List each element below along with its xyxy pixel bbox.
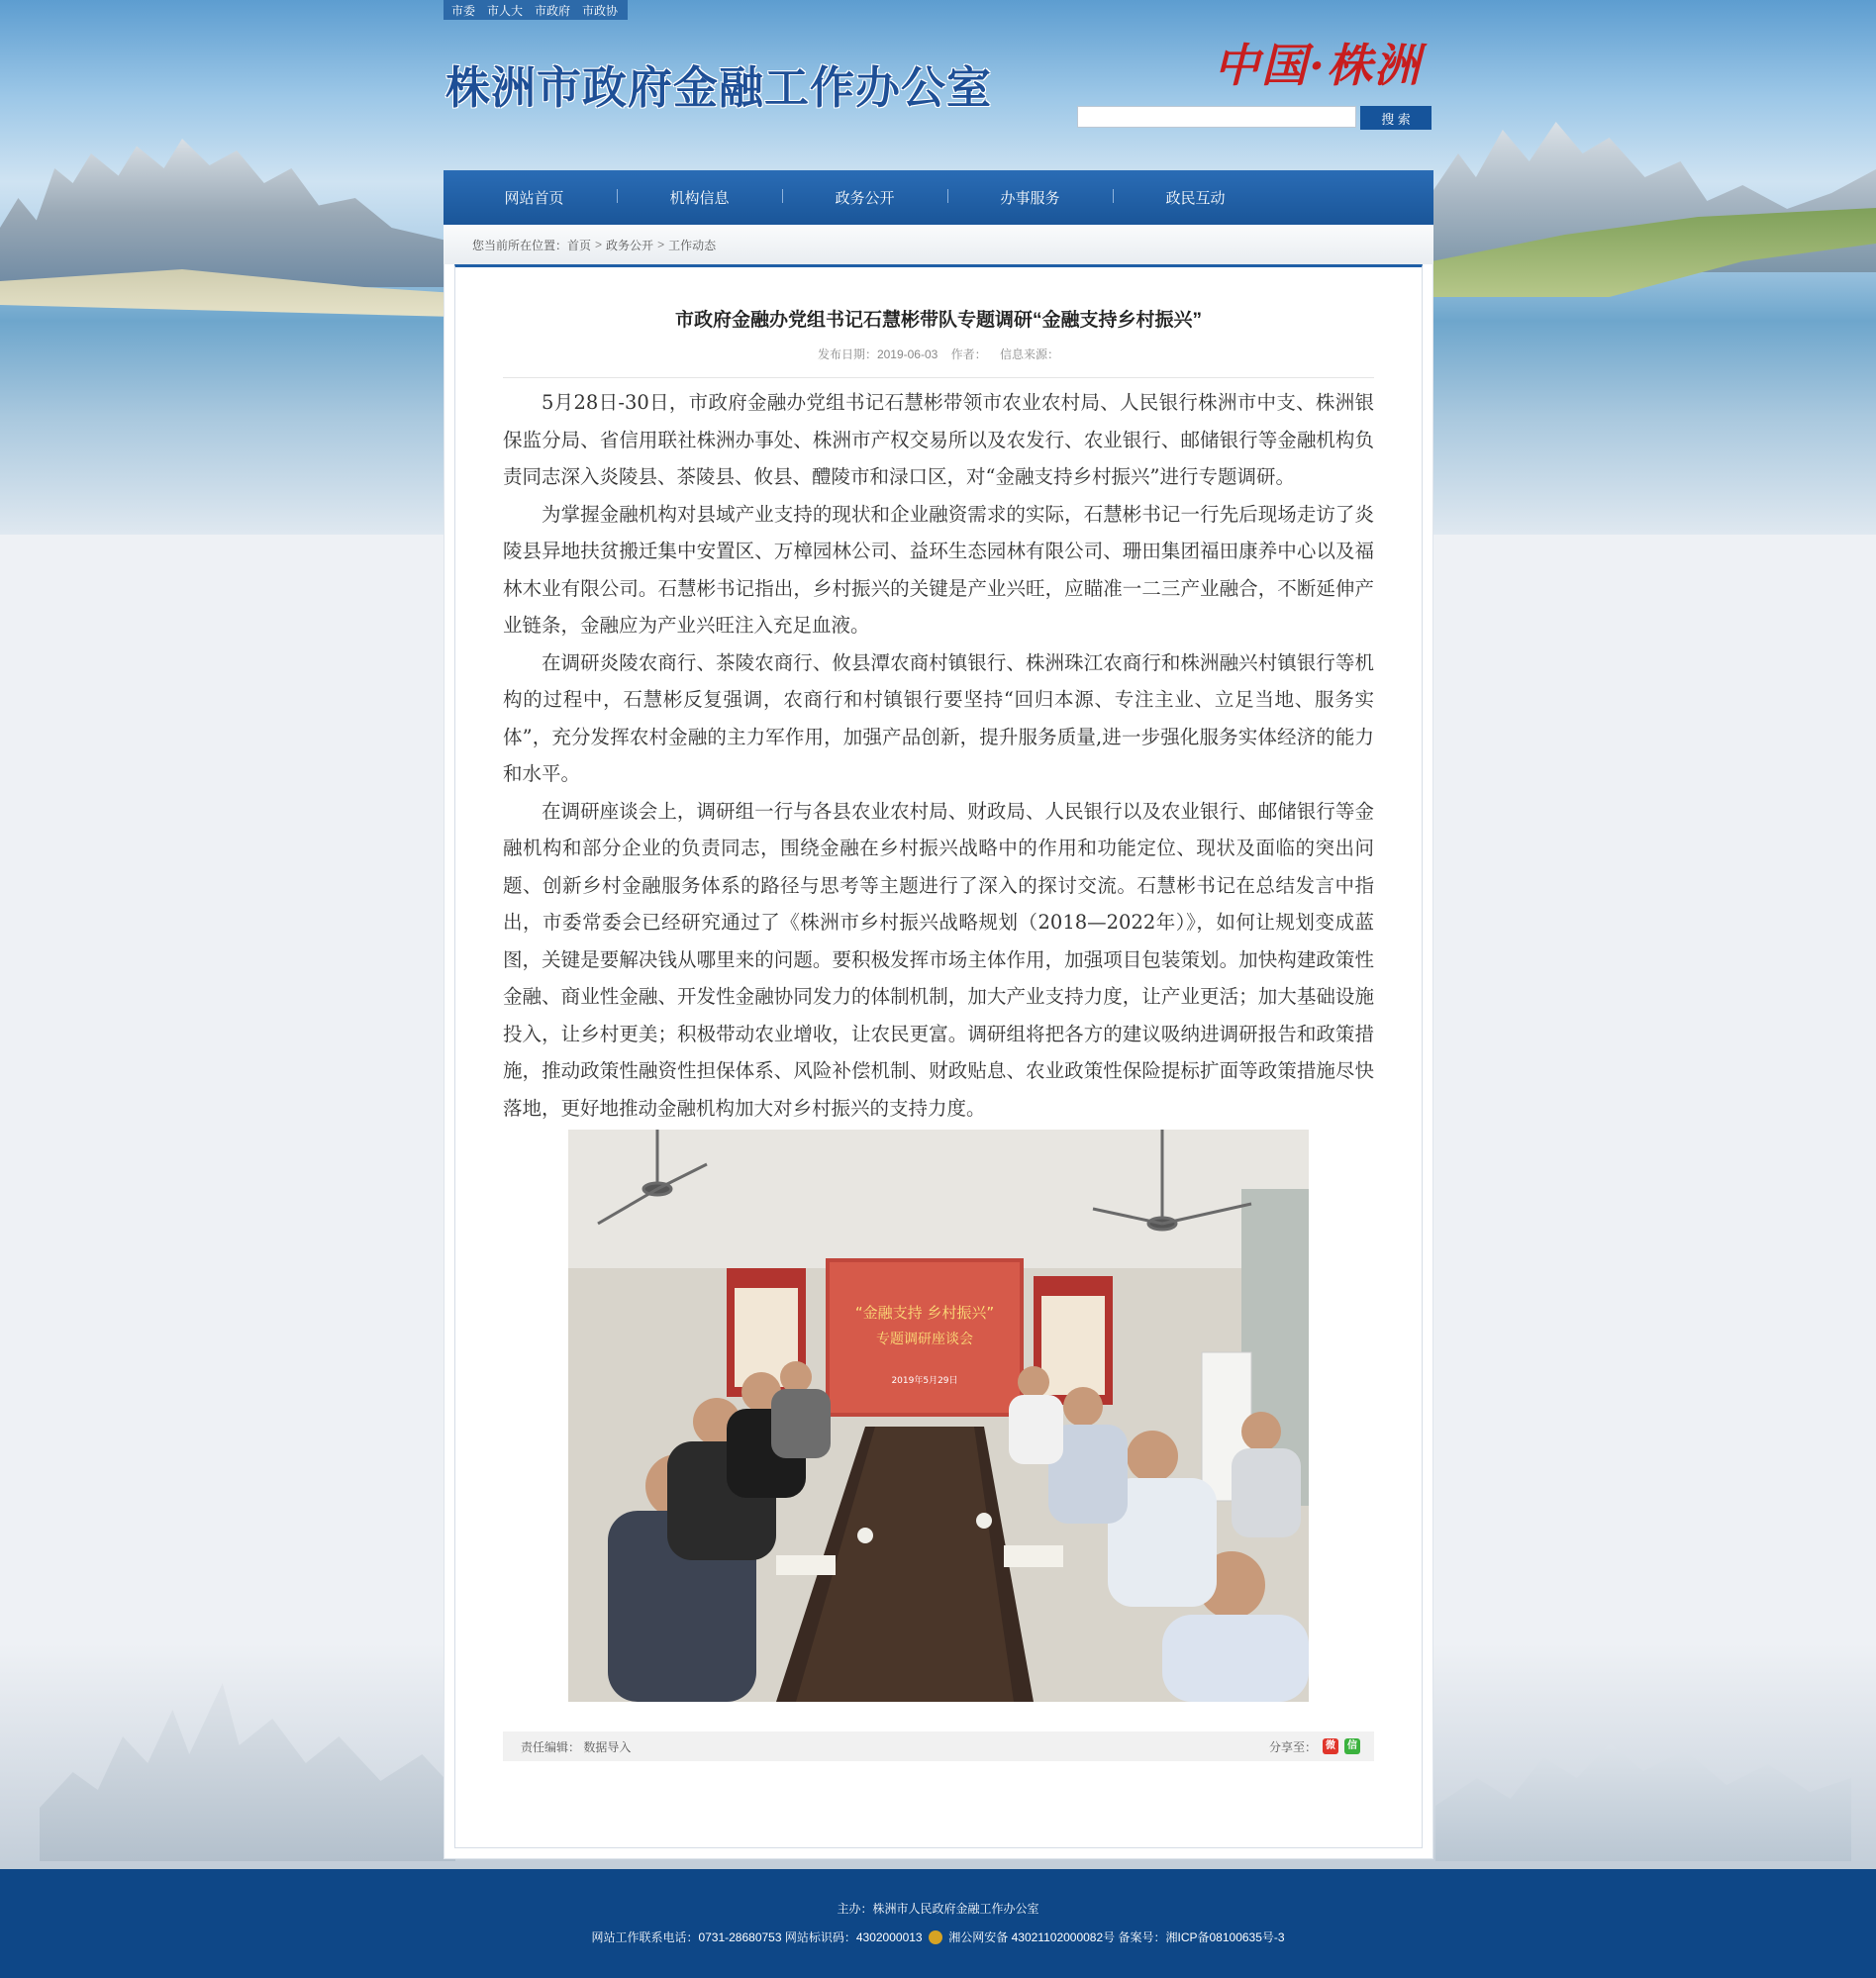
breadcrumb-home[interactable]: 首页 xyxy=(567,238,592,252)
search-input[interactable] xyxy=(1077,106,1356,128)
content-panel xyxy=(444,264,1433,1859)
search-button[interactable]: 搜 索 xyxy=(1360,106,1432,130)
breadcrumb-separator: > xyxy=(657,238,665,251)
footer-contact-line xyxy=(0,1929,1876,1945)
article-meta xyxy=(503,346,1374,378)
screen-date: 2019年5月29日 xyxy=(891,1376,958,1386)
top-link-party-committee[interactable]: 市委 xyxy=(451,3,476,18)
article-paragraph: 5月28日-30日，市政府金融办党组书记石慧彬带领市农业农村局、人民银行株洲市中支、株洲银保监分局、省信用联社株洲办事处、株洲市产权交易所以及农发行、农业银行、邮储银行等金融机构负责同志深入炎陵县、茶陵县、攸县、醴陵市和渌口区，对“金融支持乡村振兴”进行专题调研。 xyxy=(503,391,1374,488)
article-paragraph: 为掌握金融机构对县域产业支持的现状和企业融资需求的实际，石慧彬书记一行先后现场走访了炎陵县异地扶贫搬迁集中安置区、万樟园林公司、益环生态园林有限公司、珊田集团福田康养中心以及福林木业有限公司。石慧彬书记指出，乡村振兴的关键是产业兴旺，应瞄准一二三产业融合，不断延伸产业链条，金融应为产业兴旺注入充足血液。 xyxy=(503,502,1374,637)
article-title: 市政府金融办党组书记石慧彬带队专题调研“金融支持乡村振兴” xyxy=(674,310,1202,331)
responsible-editor: 责任编辑： 数据导入 xyxy=(521,1739,632,1754)
breadcrumb-work-news[interactable]: 工作动态 xyxy=(668,238,717,252)
brand-calligraphy-logo: 中国·株洲 xyxy=(1214,39,1423,92)
breadcrumb xyxy=(444,225,1433,264)
top-site-links xyxy=(444,0,628,20)
breadcrumb-government-affairs[interactable]: 政务公开 xyxy=(606,238,654,252)
article-paragraph: 在调研炎陵农商行、茶陵农商行、攸县潭农商村镇银行、株洲珠江农商行和株洲融兴村镇银行等机构的过程中，石慧彬反复强调，农商行和村镇银行要坚持“回归本源、专注主业、立足当地、服务实体”，充分发挥农村金融的主力军作用，加强产品创新，提升服务质量,进一步强化服务实体经济的能力和水平。 xyxy=(503,650,1374,785)
footer-contact: 网站工作联系电话：0731-28680753 网站标识码：4302000013 xyxy=(591,1930,923,1944)
article-footer-bar xyxy=(503,1731,1374,1761)
nav-services[interactable]: 办事服务 xyxy=(947,187,1113,208)
police-badge-icon xyxy=(929,1930,942,1944)
screen-subtitle: 专题调研座谈会 xyxy=(876,1332,973,1347)
publish-date: 发布日期：2019-06-03 xyxy=(817,347,938,361)
site-footer xyxy=(0,1869,1876,1978)
site-title: 株洲市政府金融工作办公室 xyxy=(445,62,993,113)
footer-host: 主办：株洲市人民政府金融工作办公室 xyxy=(837,1902,1039,1916)
search-box xyxy=(1077,106,1432,130)
meeting-photo xyxy=(568,1130,1309,1702)
top-link-government[interactable]: 市政府 xyxy=(535,3,571,18)
info-source: 信息来源： xyxy=(1000,347,1060,361)
main-nav xyxy=(444,170,1433,225)
share-bar xyxy=(1269,1738,1360,1755)
wechat-share-icon[interactable]: 信 xyxy=(1344,1738,1360,1754)
article-paragraph: 在调研座谈会上，调研组一行与各县农业农村局、财政局、人民银行以及农业银行、邮储银行等金融机构和部分企业的负责同志，围绕金融在乡村振兴战略中的作用和功能定位、现状及面临的突出问题、创新乡村金融服务体系的路径与思考等主题进行了深入的探讨交流。石慧彬书记在总结发言中指出，市委常委会已经研究通过了《株洲市乡村振兴战略规划（2018—2022年）》，如何让规划变成蓝图，关键是要解决钱从哪里来的问题。要积极发挥市场主体作用，加强项目包装策划。加快构建政策性金融、商业性金融、开发性金融协同发力的体制机制，加大产业支持力度，让产业更活；加大基础设施投入，让乡村更美；积极带动农业增收，让农民更富。调研组将把各方的建议吸纳进调研报告和政策措施，推动政策性融资性担保体系、风险补偿机制、财政贴息、农业政策性保险提标扩面等政策措施尽快落地，更好地推动金融机构加大对乡村振兴的支持力度。 xyxy=(503,799,1374,1120)
screen-title: “金融支持 乡村振兴” xyxy=(854,1304,995,1322)
nav-organization[interactable]: 机构信息 xyxy=(617,187,782,208)
breadcrumb-separator: > xyxy=(595,238,603,251)
nav-home[interactable]: 网站首页 xyxy=(504,190,564,207)
footer-record[interactable]: 湘公网安备 43021102000082号 备案号：湘ICP备08100635号-3 xyxy=(948,1930,1285,1944)
nav-interaction[interactable]: 政民互动 xyxy=(1113,187,1278,208)
author: 作者： xyxy=(950,347,987,361)
top-link-peoples-congress[interactable]: 市人大 xyxy=(487,3,524,18)
weibo-share-icon[interactable]: 微 xyxy=(1323,1738,1338,1754)
top-link-cppcc[interactable]: 市政协 xyxy=(582,3,619,18)
article-container xyxy=(454,264,1423,1848)
share-label: 分享至： xyxy=(1268,1739,1317,1754)
main-container xyxy=(444,170,1433,1859)
article-photo-wrap xyxy=(503,1130,1374,1702)
nav-government-affairs[interactable]: 政务公开 xyxy=(782,187,947,208)
breadcrumb-prefix: 您当前所在位置： xyxy=(472,238,568,252)
